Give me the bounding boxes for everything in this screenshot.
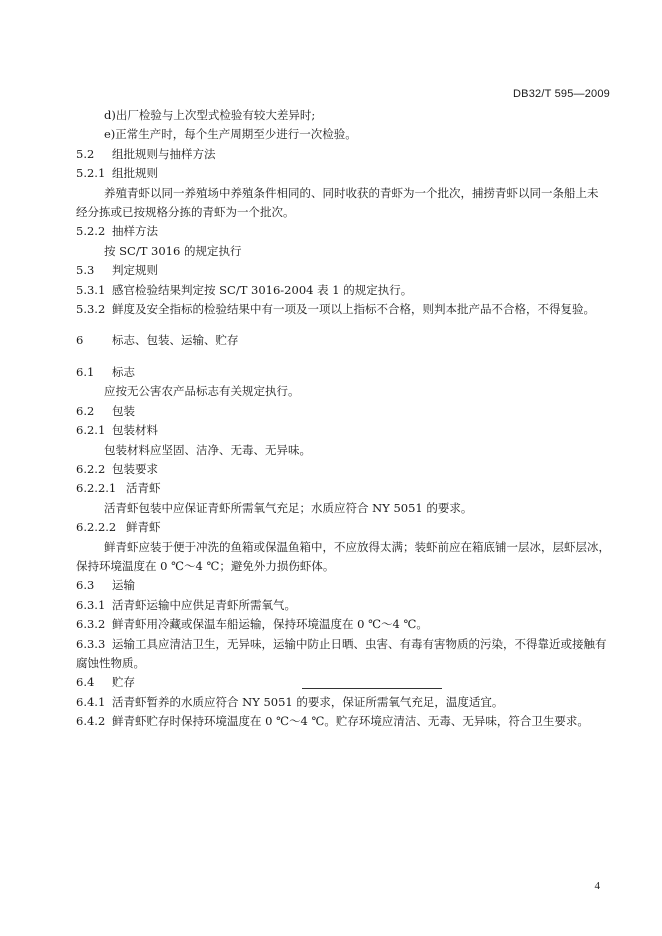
text-line	[76, 184, 616, 203]
line-text: 组批规则与抽样方法	[112, 146, 216, 161]
section-line	[76, 673, 616, 692]
paragraph-gap	[76, 319, 616, 331]
section-line	[76, 402, 616, 421]
section-line	[76, 331, 616, 350]
section-number: 5.2.2	[76, 224, 106, 239]
section-line	[76, 576, 616, 595]
line-text: 腐蚀性物质。	[76, 655, 145, 670]
line-text: 运输	[112, 578, 135, 593]
section-line	[76, 712, 616, 731]
section-line	[76, 460, 616, 479]
section-line	[76, 693, 616, 712]
section-number: 6.2.2	[76, 461, 106, 476]
line-text: 鲜青虾贮存时保持环境温度在 0 ℃～4 ℃。贮存环境应清洁、无毒、无异味，符合卫生要求。	[112, 714, 589, 729]
section-number: 6	[76, 333, 84, 348]
line-text: 贮存	[112, 675, 135, 690]
section-line	[76, 222, 616, 241]
section-number: 6.2	[76, 403, 95, 418]
line-text: 包装	[112, 403, 135, 418]
document-body	[76, 106, 616, 732]
section-line	[76, 363, 616, 382]
section-number: 6.3.2	[76, 617, 106, 632]
line-text: 组批规则	[112, 166, 158, 181]
line-text: 鲜青虾应装于便于冲洗的鱼箱或保温鱼箱中，不应放得太满；装虾前应在箱底铺一层冰，层虾层冰，	[104, 539, 610, 554]
line-text: 包装要求	[112, 461, 158, 476]
line-text: 感官检验结果判定按 SC/T 3016-2004 表 1 的规定执行。	[112, 282, 413, 297]
text-line	[76, 538, 616, 557]
section-number: 6.2.1	[76, 423, 106, 438]
line-text: 标志	[112, 364, 135, 379]
section-number: 6.3.3	[76, 636, 106, 651]
section-line	[76, 261, 616, 280]
section-number: 5.2.1	[76, 166, 106, 181]
section-number: 5.3.1	[76, 282, 106, 297]
section-number: 6.3.1	[76, 597, 106, 612]
section-line	[76, 164, 616, 183]
line-text: 鲜度及安全指标的检验结果中有一项及一项以上指标不合格，则判本批产品不合格，不得复验。	[112, 302, 595, 317]
line-text: 应按无公害农产品标志有关规定执行。	[104, 384, 300, 399]
section-number: 6.1	[76, 364, 95, 379]
section-line	[76, 145, 616, 164]
line-text: 活青虾	[126, 481, 161, 496]
line-text: e)正常生产时，每个生产周期至少进行一次检验。	[104, 127, 357, 142]
text-line	[76, 106, 616, 125]
page-number: 4	[594, 880, 600, 892]
section-line	[76, 596, 616, 615]
section-number: 5.2	[76, 146, 95, 161]
line-text: 鲜青虾用冷藏或保温车船运输，保持环境温度在 0 ℃～4 ℃。	[112, 617, 428, 632]
line-text: 标志、包装、运输、贮存	[112, 333, 239, 348]
section-line	[76, 615, 616, 634]
line-text: 包装材料应坚固、洁净、无毒、无异味。	[104, 442, 311, 457]
text-line	[76, 557, 616, 576]
section-number: 5.3	[76, 263, 95, 278]
document-code: DB32/T 595—2009	[513, 88, 610, 100]
text-line	[76, 441, 616, 460]
text-line	[76, 382, 616, 401]
text-line	[76, 203, 616, 222]
text-line	[76, 125, 616, 144]
section-number: 6.4.2	[76, 714, 106, 729]
line-text: 判定规则	[112, 263, 158, 278]
text-line	[76, 242, 616, 261]
line-text: 鲜青虾	[126, 520, 161, 535]
section-number: 6.3	[76, 578, 95, 593]
section-line	[76, 300, 616, 319]
section-number: 6.2.2.2	[76, 520, 117, 535]
section-number: 6.4	[76, 675, 95, 690]
section-line	[76, 518, 616, 537]
line-text: 活青虾包装中应保证青虾所需氧气充足；水质应符合 NY 5051 的要求。	[104, 500, 473, 515]
line-text: 按 SC/T 3016 的规定执行	[104, 243, 242, 258]
section-number: 6.2.2.1	[76, 481, 117, 496]
line-text: 抽样方法	[112, 224, 158, 239]
end-rule	[302, 688, 442, 689]
line-text: 经分拣或已按规格分拣的青虾为一个批次。	[76, 205, 295, 220]
line-text: 运输工具应清洁卫生，无异味，运输中防止日晒、虫害、有毒有害物质的污染，不得靠近或接触有	[112, 636, 607, 651]
line-text: 养殖青虾以同一养殖场中养殖条件相同的、同时收获的青虾为一个批次，捕捞青虾以同一条船上未	[104, 185, 599, 200]
section-line	[76, 281, 616, 300]
paragraph-gap	[76, 351, 616, 363]
line-text: 包装材料	[112, 423, 158, 438]
line-text: d)出厂检验与上次型式检验有较大差异时;	[104, 108, 316, 122]
line-text: 活青虾运输中应供足青虾所需氧气。	[112, 597, 296, 612]
text-line	[76, 654, 616, 673]
line-text: 活青虾暂养的水质应符合 NY 5051 的要求，保证所需氧气充足，温度适宜。	[112, 694, 504, 709]
section-number: 6.4.1	[76, 694, 106, 709]
section-number: 5.3.2	[76, 302, 106, 317]
line-text: 保持环境温度在 0 ℃～4 ℃；避免外力损伤虾体。	[76, 558, 335, 573]
text-line	[76, 499, 616, 518]
section-line	[76, 635, 616, 654]
section-line	[76, 421, 616, 440]
section-line	[76, 479, 616, 498]
